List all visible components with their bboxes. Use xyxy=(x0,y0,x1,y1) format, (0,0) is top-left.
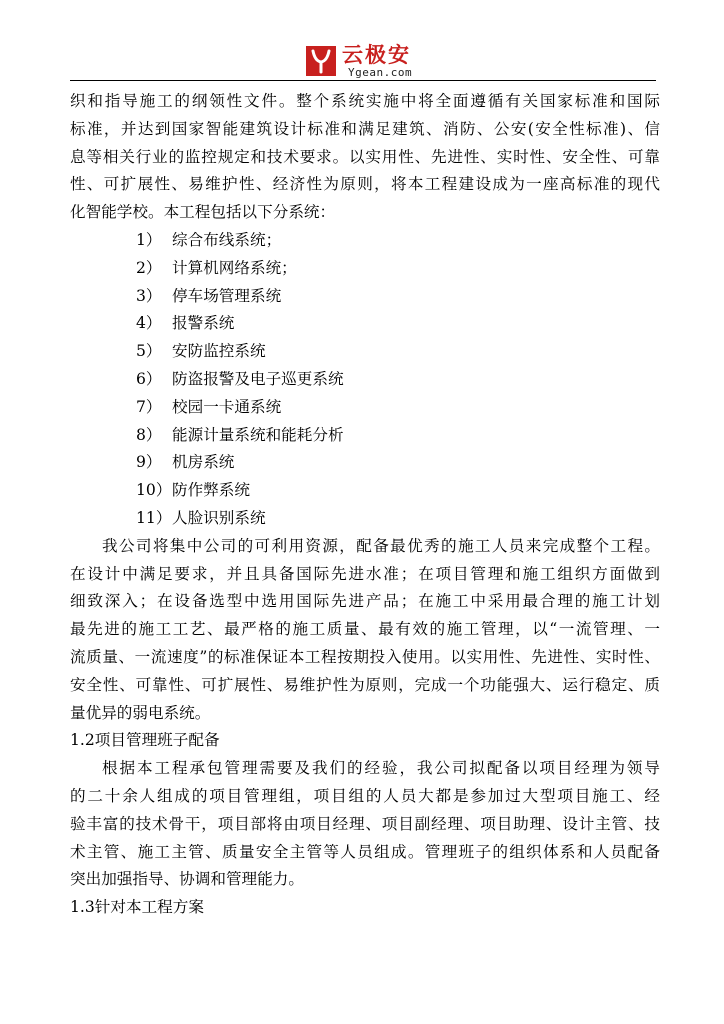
list-number: 7） xyxy=(136,397,162,416)
list-number: 11） xyxy=(136,508,172,527)
list-label: 防作弊系统 xyxy=(172,481,250,500)
paragraph-company xyxy=(70,533,660,728)
text-line: 息等相关行业的监控规定和技术要求。以实用性、先进性、实时性、安全性、可靠 xyxy=(70,147,660,166)
list-label: 校园一卡通系统 xyxy=(172,397,282,416)
text-line: 我公司将集中公司的可利用资源，配备最优秀的施工人员来完成整个工程。 xyxy=(102,536,660,555)
logo-name: 云极安 xyxy=(342,43,411,67)
list-label: 防盗报警及电子巡更系统 xyxy=(172,369,344,388)
list-item xyxy=(70,255,660,283)
list-item xyxy=(70,477,660,505)
list-item xyxy=(70,227,660,255)
list-number: 4） xyxy=(136,314,162,333)
section-heading-1-3: 1.3针对本工程方案 xyxy=(70,898,204,917)
list-label: 安防监控系统 xyxy=(172,342,266,361)
text-line: 最先进的施工工艺、最严格的施工质量、最有效的施工管理，以“一流管理、一 xyxy=(70,620,660,639)
text-line: 织和指导施工的纲领性文件。整个系统实施中将全面遵循有关国家标准和国际 xyxy=(70,92,660,110)
list-number: 5） xyxy=(136,342,162,361)
text-line: 量优异的弱电系统。 xyxy=(70,703,211,722)
list-item xyxy=(70,449,660,477)
text-line: 在设计中满足要求，并且具备国际先进水准；在项目管理和施工组织方面做到 xyxy=(70,564,660,583)
list-number: 1） xyxy=(136,230,162,249)
list-item xyxy=(70,366,660,394)
list-label: 停车场管理系统 xyxy=(172,286,282,305)
text-line: 流质量、一流速度”的标准保证本工程按期投入使用。以实用性、先进性、实时性、 xyxy=(70,647,660,666)
list-item xyxy=(70,283,660,311)
document-body xyxy=(70,88,660,922)
page-header xyxy=(0,40,724,84)
text-line: 化智能学校。本工程包括以下分系统： xyxy=(70,203,336,222)
paragraph-intro xyxy=(70,88,660,227)
list-label: 机房系统 xyxy=(172,453,235,472)
text-line: 性、可扩展性、易维护性、经济性为原则，将本工程建设成为一座高标准的现代 xyxy=(70,175,660,194)
y-fork-icon xyxy=(306,46,336,76)
list-item xyxy=(70,338,660,366)
list-number: 2） xyxy=(136,258,162,277)
text-line: 术主管、施工主管、质量安全主管等人员组成。管理班子的组织体系和人员配备 xyxy=(70,842,660,861)
list-item xyxy=(70,505,660,533)
section-heading-1-2: 1.2项目管理班子配备 xyxy=(70,731,220,750)
logo-mark xyxy=(306,46,336,76)
text-line: 细致深入；在设备选型中选用国际先进产品；在施工中采用最合理的施工计划 xyxy=(70,592,660,611)
text-line: 突出加强指导、协调和管理能力。 xyxy=(70,870,304,889)
list-label: 综合布线系统； xyxy=(172,230,282,249)
header-divider xyxy=(70,80,656,81)
text-line: 的二十余人组成的项目管理组，项目组的人员大都是参加过大型项目施工、经 xyxy=(70,786,660,805)
list-number: 6） xyxy=(136,369,162,388)
text-line: 安全性、可靠性、可扩展性、易维护性为原则，完成一个功能强大、运行稳定、质 xyxy=(70,675,660,694)
list-number: 10） xyxy=(136,481,172,500)
text-line: 标准，并达到国家智能建筑设计标准和满足建筑、消防、公安(安全性标准)、信 xyxy=(70,119,660,138)
list-item xyxy=(70,422,660,450)
list-item xyxy=(70,394,660,422)
list-number: 8） xyxy=(136,425,162,444)
list-label: 能源计量系统和能耗分析 xyxy=(172,425,344,444)
text-line: 验丰富的技术骨干，项目部将由项目经理、项目副经理、项目助理、设计主管、技 xyxy=(70,814,660,833)
logo-url: Ygean.com xyxy=(348,66,413,79)
paragraph-team xyxy=(70,755,660,894)
list-item xyxy=(70,310,660,338)
list-label: 人脸识别系统 xyxy=(172,508,266,527)
list-number: 9） xyxy=(136,453,162,472)
list-label: 报警系统 xyxy=(172,314,235,333)
subsystem-list xyxy=(70,227,660,533)
list-label: 计算机网络系统； xyxy=(172,258,297,277)
text-line: 根据本工程承包管理需要及我们的经验，我公司拟配备以项目经理为领导 xyxy=(102,759,660,778)
list-number: 3） xyxy=(136,286,162,305)
